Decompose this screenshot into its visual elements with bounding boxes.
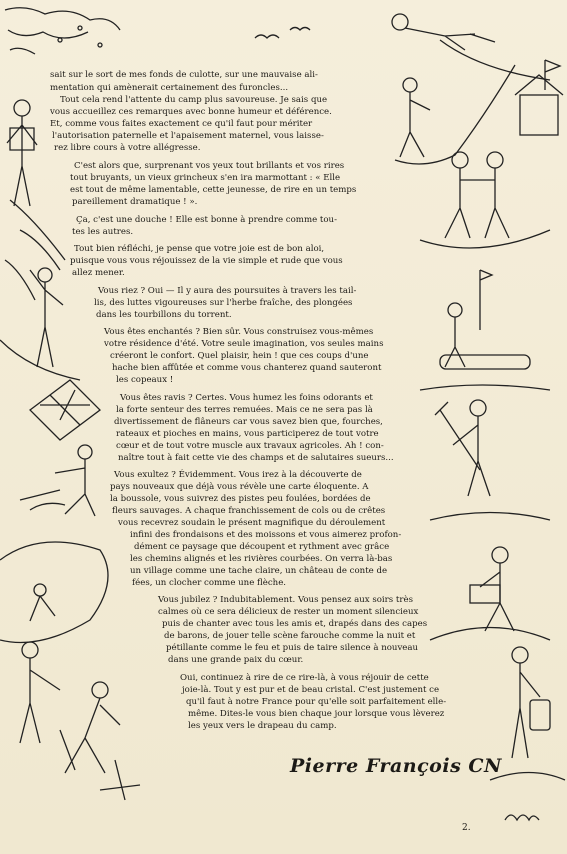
text-line: pétillante comme le feu et puis de taire silence à nouveau: [166, 643, 419, 653]
text-line: C'est alors que, surprenant vos yeux tout brillants et vos rires: [74, 161, 345, 171]
text-line: de barons, de jouer telle scène farouche comme la nuit et: [164, 631, 416, 641]
text-line: calmes où ce sera délicieux de rester un moment silencieux: [158, 607, 419, 617]
text-line: qu'il faut à notre France pour qu'elle soit parfaitement elle-: [186, 697, 447, 707]
text-line: puisque vous vous réjouissez de la vie simple et rude que vous: [70, 256, 343, 266]
text-line: cœur et de tout votre muscle aux travaux agricoles. Ah ! con-: [116, 441, 384, 451]
text-line: fleurs sauvages. A chaque franchissement de cols ou de crêtes: [112, 506, 386, 516]
text-line: tes les autres.: [72, 227, 134, 237]
text-line: Vous êtes ravis ? Certes. Vous humez les foins odorants et: [120, 393, 373, 403]
text-line: votre résidence d'été. Votre seule imagination, vos seules mains: [104, 339, 384, 349]
text-line: Et, comme vous faites exactement ce qu'il faut pour mériter: [50, 119, 313, 129]
text-line: créeront le confort. Quel plaisir, hein ! que ces coups d'une: [110, 351, 369, 361]
text-line: infini des frondaisons et des moissons et vous aimerez profon-: [130, 530, 402, 540]
text-line: Tout bien réfléchi, je pense que votre joie est de bon aloi,: [74, 244, 325, 254]
text-line: lis, des luttes vigoureuses sur l'herbe fraîche, des plongées: [94, 298, 353, 308]
text-line: allez mener.: [72, 268, 125, 278]
text-line: divertissement de flâneurs car vous savez bien que, fourches,: [114, 417, 383, 427]
text-line: Vous exultez ? Évidemment. Vous irez à la découverte de: [114, 470, 362, 480]
text-line: Tout cela rend l'attente du camp plus savoureuse. Je sais que: [60, 95, 328, 105]
text-line: vous accueillez ces remarques avec bonne humeur et déférence.: [50, 107, 332, 117]
text-line: Oui, continuez à rire de ce rire-là, à vous réjouir de cette: [180, 673, 429, 683]
text-line: tout bruyants, un vieux grincheux s'en ira marmottant : « Elle: [70, 173, 341, 183]
text-line: dans les tourbillons du torrent.: [96, 310, 232, 320]
text-line: la forte senteur des terres remuées. Mais ce ne sera pas là: [116, 405, 373, 415]
text-line: les copeaux !: [116, 375, 174, 385]
author-signature: Pierre François CN: [290, 755, 502, 777]
text-line: joie-là. Tout y est pur et de beau cristal. C'est justement ce: [182, 685, 440, 695]
text-line: dans une grande paix du cœur.: [168, 655, 304, 665]
text-line: les yeux vers le drapeau du camp.: [188, 721, 337, 731]
text-line: Ça, c'est une douche ! Elle est bonne à prendre comme tou-: [76, 215, 337, 225]
text-line: vous recevrez soudain le présent magnifique du déroulement: [118, 518, 386, 528]
text-line: même. Dites-le vous bien chaque jour lorsque vous lèverez: [188, 709, 445, 719]
text-line: puis de chanter avec tous les amis et, drapés dans des capes: [162, 619, 428, 629]
text-line: les chemins alignés et les rivières courbées. On verra là-bas: [130, 554, 393, 564]
text-line: la boussole, vous suivrez des pistes peu foulées, bordées de: [110, 494, 371, 504]
text-line: pareillement dramatique ! ».: [72, 197, 198, 207]
page-number: 2.: [462, 823, 471, 833]
text-line: est tout de même lamentable, cette jeunesse, de rire en un temps: [70, 185, 357, 195]
text-line: fées, un clocher comme une flèche.: [132, 578, 287, 588]
text-line: rez libre cours à votre allégresse.: [54, 143, 201, 153]
text-line: sait sur le sort de mes fonds de culotte, sur une mauvaise ali-: [50, 70, 318, 80]
text-line: Vous riez ? Oui — Il y aura des poursuites à travers les tail-: [98, 286, 357, 296]
text-line: hache bien affûtée et comme vous chanterez quand sauteront: [112, 363, 382, 373]
text-line: Vous êtes enchantés ? Bien sûr. Vous construisez vous-mêmes: [104, 327, 374, 337]
text-line: l'autorisation paternelle et l'apaisement maternel, vous laisse-: [52, 131, 324, 141]
text-line: dément ce paysage que découpent et rythment avec grâce: [134, 542, 390, 552]
text-line: rateaux et pioches en mains, vous participerez de tout votre: [116, 429, 379, 439]
text-line: Vous jubilez ? Indubitablement. Vous pensez aux soirs très: [158, 595, 413, 605]
text-line: mentation qui amènerait certainement des furoncles...: [50, 83, 289, 93]
text-line: un village comme une tache claire, un château de conte de: [130, 566, 388, 576]
text-line: naître tout à fait cette vie des champs et de salutaires sueurs...: [118, 453, 394, 463]
text-line: pays nouveaux que déjà vous révèle une carte éloquente. A: [110, 482, 369, 492]
